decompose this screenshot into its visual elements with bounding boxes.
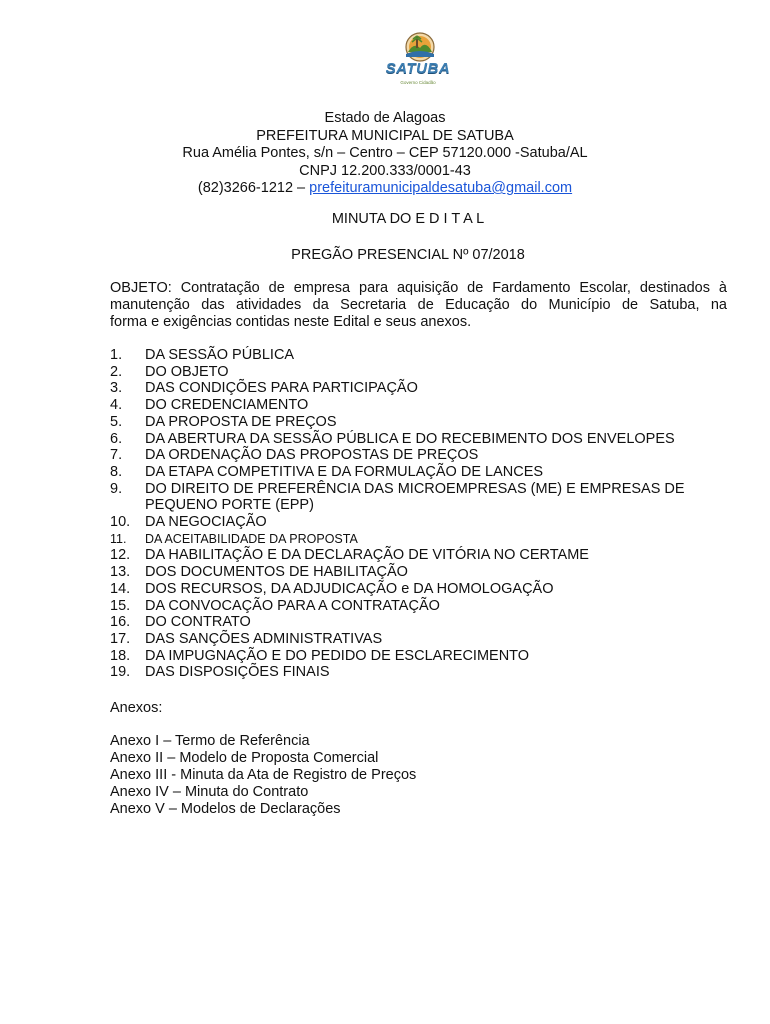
toc-text: DA HABILITAÇÃO E DA DECLARAÇÃO DE VITÓRIA NO CERTAME xyxy=(145,547,589,564)
toc-item xyxy=(110,464,730,481)
toc-number: 5. xyxy=(110,413,123,430)
toc-item xyxy=(110,431,730,448)
anexos-list xyxy=(110,733,416,818)
toc-text: DA PROPOSTA DE PREÇOS xyxy=(145,413,337,430)
toc-text: DA ORDENAÇÃO DAS PROPOSTAS DE PREÇOS xyxy=(145,447,479,464)
toc-text: DO OBJETO xyxy=(145,363,229,380)
toc-item xyxy=(110,447,730,464)
header-state: Estado de Alagoas xyxy=(324,110,446,126)
toc-item xyxy=(110,648,730,665)
toc-text: DA SESSÃO PÚBLICA xyxy=(145,347,295,363)
toc-number: 18. xyxy=(110,647,131,664)
toc-number: 14. xyxy=(110,580,131,597)
toc-number: 8. xyxy=(110,463,123,480)
toc-text: DA NEGOCIAÇÃO xyxy=(145,514,267,531)
toc-text: DA ETAPA COMPETITIVA E DA FORMULAÇÃO DE LANCES xyxy=(145,463,544,480)
toc-number: 15. xyxy=(110,597,131,614)
objeto-line: manutenção das atividades da Secretaria de Educação do Município de Satuba, na xyxy=(110,297,727,313)
toc-item xyxy=(110,614,730,631)
table-of-contents xyxy=(110,347,730,681)
toc-number: 17. xyxy=(110,630,131,647)
anexos-heading: Anexos: xyxy=(110,700,163,716)
header-address: Rua Amélia Pontes, s/n – Centro – CEP 57120.000 -Satuba/AL xyxy=(182,145,588,161)
toc-number: 3. xyxy=(110,380,123,397)
toc-text: DO DIREITO DE PREFERÊNCIA DAS MICROEMPRESAS (ME) E EMPRESAS DE xyxy=(145,480,685,497)
toc-number: 19. xyxy=(110,664,131,681)
toc-text: DA IMPUGNAÇÃO E DO PEDIDO DE ESCLARECIMENTO xyxy=(145,647,530,664)
toc-number: 11. xyxy=(110,531,127,546)
toc-item xyxy=(110,664,730,681)
anexo-item: Anexo II – Modelo de Proposta Comercial xyxy=(110,750,379,766)
document-title: MINUTA DO E D I T A L xyxy=(331,211,485,227)
header-phone: (82)3266-1212 – xyxy=(197,180,310,196)
document-header xyxy=(0,110,770,198)
toc-text: DOS RECURSOS, DA ADJUDICAÇÃO e DA HOMOLOGAÇÃO xyxy=(145,580,554,597)
toc-item xyxy=(110,564,730,581)
toc-item xyxy=(110,531,730,548)
toc-text-continuation: PEQUENO PORTE (EPP) xyxy=(145,497,314,514)
anexo-item: Anexo V – Modelos de Declarações xyxy=(110,801,341,817)
toc-number: 9. xyxy=(110,480,123,497)
toc-number: 1. xyxy=(110,347,123,363)
toc-item xyxy=(110,397,730,414)
satuba-logo xyxy=(382,30,454,92)
toc-item xyxy=(110,347,730,364)
header-contact xyxy=(0,180,770,198)
toc-text: DO CREDENCIAMENTO xyxy=(145,397,309,414)
anexo-item: Anexo III - Minuta da Ata de Registro de Preços xyxy=(110,767,417,783)
toc-item xyxy=(110,631,730,648)
toc-item xyxy=(110,481,730,514)
objeto-paragraph xyxy=(110,280,727,331)
toc-item xyxy=(110,364,730,381)
toc-text: DA CONVOCAÇÃO PARA A CONTRATAÇÃO xyxy=(145,597,440,614)
toc-number: 12. xyxy=(110,547,131,564)
logo-tagline: Governo Cidadão xyxy=(400,80,436,85)
toc-number: 13. xyxy=(110,564,131,581)
toc-item xyxy=(110,414,730,431)
toc-text: DO CONTRATO xyxy=(145,614,251,631)
logo-wordmark: SATUBA xyxy=(385,60,451,77)
toc-number: 2. xyxy=(110,363,123,380)
header-email-link[interactable]: prefeituramunicipaldesatuba@gmail.com xyxy=(309,180,573,196)
toc-number: 6. xyxy=(110,430,123,447)
header-cnpj: CNPJ 12.200.333/0001-43 xyxy=(299,162,471,179)
toc-item xyxy=(110,514,730,531)
toc-number: 16. xyxy=(110,614,131,631)
toc-text: DAS CONDIÇÕES PARA PARTICIPAÇÃO xyxy=(145,380,418,397)
toc-number: 7. xyxy=(110,447,123,464)
pregao-number: PREGÃO PRESENCIAL Nº 07/2018 xyxy=(291,247,525,263)
toc-text: DA ACEITABILIDADE DA PROPOSTA xyxy=(145,531,358,546)
toc-item xyxy=(110,598,730,615)
toc-text: DAS SANÇÕES ADMINISTRATIVAS xyxy=(145,630,383,647)
toc-text: DA ABERTURA DA SESSÃO PÚBLICA E DO RECEBIMENTO DOS ENVELOPES xyxy=(145,430,675,447)
toc-item xyxy=(110,547,730,564)
toc-item xyxy=(110,380,730,397)
anexo-item: Anexo I – Termo de Referência xyxy=(110,733,310,749)
toc-text: DAS DISPOSIÇÕES FINAIS xyxy=(145,664,330,681)
anexo-item: Anexo IV – Minuta do Contrato xyxy=(110,784,309,800)
toc-number: 4. xyxy=(110,397,123,414)
toc-number: 10. xyxy=(110,514,131,531)
toc-item xyxy=(110,581,730,598)
header-prefeitura: PREFEITURA MUNICIPAL DE SATUBA xyxy=(256,127,514,144)
objeto-line: forma e exigências contidas neste Edital e seus anexos. xyxy=(110,314,472,330)
objeto-line: OBJETO: Contratação de empresa para aquisição de Fardamento Escolar, destinados à xyxy=(110,280,727,296)
toc-text: DOS DOCUMENTOS DE HABILITAÇÃO xyxy=(145,564,408,581)
